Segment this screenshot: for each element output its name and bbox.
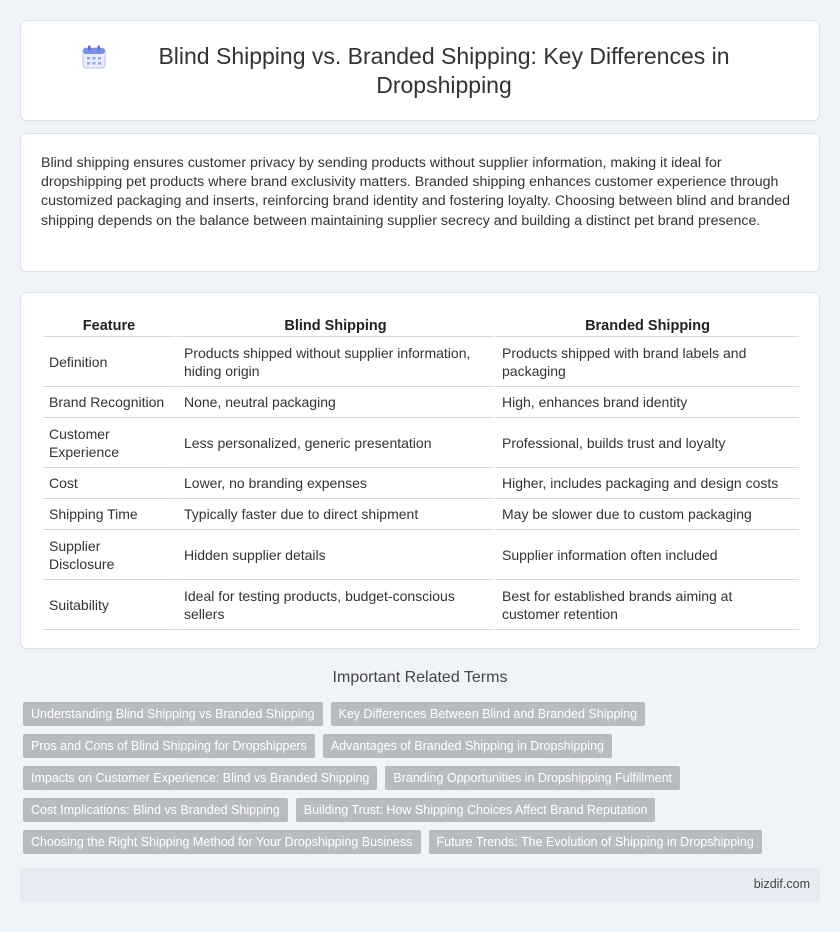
table-row bbox=[43, 387, 799, 418]
table-header-row bbox=[43, 315, 799, 337]
page-title: Blind Shipping vs. Branded Shipping: Key Differences in Dropshipping bbox=[158, 42, 730, 98]
tag-row bbox=[23, 798, 823, 822]
blind-cell: Ideal for testing products, budget-conscious sellers bbox=[175, 580, 493, 630]
feature-cell: Suitability bbox=[43, 580, 175, 630]
tag-row bbox=[23, 702, 823, 726]
tag-row bbox=[23, 830, 823, 854]
blind-cell: Lower, no branding expenses bbox=[175, 468, 493, 499]
footer-site-link[interactable]: bizdif.com bbox=[753, 877, 810, 891]
feature-cell: Cost bbox=[43, 468, 175, 499]
table-row bbox=[43, 337, 799, 387]
table-row bbox=[43, 418, 799, 468]
related-terms-list bbox=[23, 702, 823, 862]
tag-row bbox=[23, 766, 823, 790]
related-term-link[interactable]: Future Trends: The Evolution of Shipping in Dropshipping bbox=[429, 830, 762, 854]
calendar-icon bbox=[81, 44, 107, 70]
footer bbox=[20, 868, 820, 902]
header-blind-shipping: Blind Shipping bbox=[175, 315, 493, 337]
branded-cell: High, enhances brand identity bbox=[493, 387, 799, 418]
comparison-table-card bbox=[20, 292, 820, 649]
intro-text: Blind shipping ensures customer privacy by sending products without supplier information, making it ideal for dropshipping pet products where brand exclusivity matters. Branded shipping enhances customer experience through customized packaging and inserts, reinforcing brand identity and fostering loyalty. Choosing between blind and branded shipping depends on the balance between maintaining supplier secrecy and building a distinct pet brand presence. bbox=[41, 155, 790, 229]
table-row bbox=[43, 499, 799, 530]
header-branded-shipping: Branded Shipping bbox=[493, 315, 799, 337]
related-term-link[interactable]: Choosing the Right Shipping Method for Your Dropshipping Business bbox=[23, 830, 421, 854]
feature-cell: Shipping Time bbox=[43, 499, 175, 530]
intro-card bbox=[20, 133, 820, 272]
blind-cell: Hidden supplier details bbox=[175, 530, 493, 580]
related-term-link[interactable]: Advantages of Branded Shipping in Dropshipping bbox=[323, 734, 612, 758]
related-term-link[interactable]: Cost Implications: Blind vs Branded Shipping bbox=[23, 798, 288, 822]
branded-cell: May be slower due to custom packaging bbox=[493, 499, 799, 530]
branded-cell: Best for established brands aiming at customer retention bbox=[493, 580, 799, 630]
related-term-link[interactable]: Branding Opportunities in Dropshipping Fulfillment bbox=[385, 766, 680, 790]
feature-cell: Definition bbox=[43, 337, 175, 387]
branded-cell: Supplier information often included bbox=[493, 530, 799, 580]
related-term-link[interactable]: Key Differences Between Blind and Branded Shipping bbox=[331, 702, 646, 726]
related-terms-title: Important Related Terms bbox=[332, 669, 508, 686]
branded-cell: Products shipped with brand labels and packaging bbox=[493, 337, 799, 387]
related-term-link[interactable]: Building Trust: How Shipping Choices Affect Brand Reputation bbox=[296, 798, 656, 822]
blind-cell: Products shipped without supplier information, hiding origin bbox=[175, 337, 493, 387]
blind-cell: Typically faster due to direct shipment bbox=[175, 499, 493, 530]
blind-cell: Less personalized, generic presentation bbox=[175, 418, 493, 468]
table-row bbox=[43, 468, 799, 499]
table-row bbox=[43, 530, 799, 580]
header-card bbox=[20, 20, 820, 121]
blind-cell: None, neutral packaging bbox=[175, 387, 493, 418]
feature-cell: Customer Experience bbox=[43, 418, 175, 468]
related-term-link[interactable]: Impacts on Customer Experience: Blind vs Branded Shipping bbox=[23, 766, 377, 790]
header-feature: Feature bbox=[43, 315, 175, 337]
table-row bbox=[43, 580, 799, 630]
tag-row bbox=[23, 734, 823, 758]
comparison-table bbox=[43, 315, 799, 630]
branded-cell: Professional, builds trust and loyalty bbox=[493, 418, 799, 468]
branded-cell: Higher, includes packaging and design costs bbox=[493, 468, 799, 499]
feature-cell: Supplier Disclosure bbox=[43, 530, 175, 580]
related-term-link[interactable]: Understanding Blind Shipping vs Branded Shipping bbox=[23, 702, 323, 726]
feature-cell: Brand Recognition bbox=[43, 387, 175, 418]
related-term-link[interactable]: Pros and Cons of Blind Shipping for Dropshippers bbox=[23, 734, 315, 758]
